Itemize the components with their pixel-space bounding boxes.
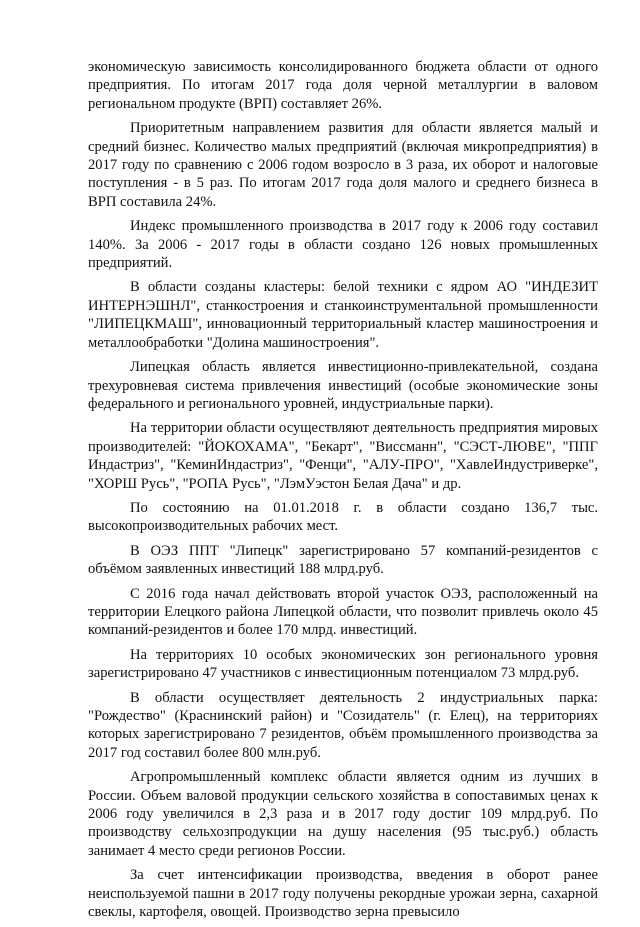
paragraph-2: Приоритетным направлением развития для области является малый и средний бизнес. Количество малых предприятий (включая микропредприятия) в 2017 году по сравнению с 2006 годом возросло в 3 раза, их оборот и налоговые поступления - в 5 раз. По итогам 2017 года доля малого и среднего бизнеса в ВРП составила 24%.: [88, 120, 598, 210]
paragraph-5: Липецкая область является инвестиционно-привлекательной, создана трехуровневая система привлечения инвестиций (особые экономические зоны федерального и регионального уровней, индустриальные парки).: [88, 359, 598, 412]
paragraph-11: В области осуществляет деятельность 2 индустриальных парка: "Рождество" (Краснинский район) и "Созидатель" (г. Елец), на территориях которых зарегистрировано 7 резидентов, объём промышленного производства за 2017 год составил более 800 млн.руб.: [88, 689, 598, 761]
paragraph-7: По состоянию на 01.01.2018 г. в области создано 136,7 тыс. высокопроизводительных рабочих мест.: [88, 499, 598, 535]
paragraph-9: С 2016 года начал действовать второй участок ОЭЗ, расположенный на территории Елецкого района Липецкой области, что позволит привлечь около 45 компаний-резидентов и более 170 млрд. инвестиций.: [88, 585, 598, 639]
paragraph-4: В области созданы кластеры: белой техники с ядром АО "ИНДЕЗИТ ИНТЕРНЭШНЛ", станкостроения и станкоинструментальной промышленности "ЛИПЕЦКМАШ", инновационный территориальный кластер машиностроения и металлообработки "Долина машиностроения".: [88, 279, 598, 351]
paragraph-10: На территориях 10 особых экономических зон регионального уровня зарегистрировано 47 участников с инвестиционным потенциалом 73 млрд.руб.: [88, 646, 598, 682]
paragraph-12: Агропромышленный комплекс области является одним из лучших в России. Объем валовой продукции сельского хозяйства в сопоставимых ценах к 2006 году увеличился в 2,3 раза и в 2017 году достиг 109 млрд.руб. По производству сельхозпродукции на душу населения (95 тыс.руб.) область занимает 4 место среди регионов России.: [88, 769, 598, 859]
paragraph-8: В ОЭЗ ППТ "Липецк" зарегистрировано 57 компаний-резидентов с объёмом заявленных инвестиций 188 млрд.руб.: [88, 542, 598, 578]
body-text: [88, 58, 598, 927]
paragraph-3: Индекс промышленного производства в 2017 году к 2006 году составил 140%. За 2006 - 2017 годы в области создано 126 новых промышленных предприятий.: [88, 218, 598, 272]
paragraph-6: На территории области осуществляют деятельность предприятия мировых производителей: "ЙОКОХАМА", "Бекарт", "Виссманн", "СЭСТ-ЛЮВЕ", "ППГ Индастриз", "КеминИндастриз", "Фенци", "АЛУ-ПРО", "ХавлеИндустриверке", "ХОРШ Русь", "РОПА Русь", "ЛэмУэстон Белая Дача" и др.: [88, 420, 598, 492]
paragraph-13: За счет интенсификации производства, введения в оборот ранее неиспользуемой пашни в 2017 году получены рекордные урожаи зерна, сахарной свеклы, картофеля, овощей. Производство зерна превысило: [88, 867, 598, 921]
paragraph-1: экономическую зависимость консолидированного бюджета области от одного предприятия. По итогам 2017 года доля черной металлургии в валовом региональном продукте (ВРП) составляет 26%.: [88, 59, 598, 112]
